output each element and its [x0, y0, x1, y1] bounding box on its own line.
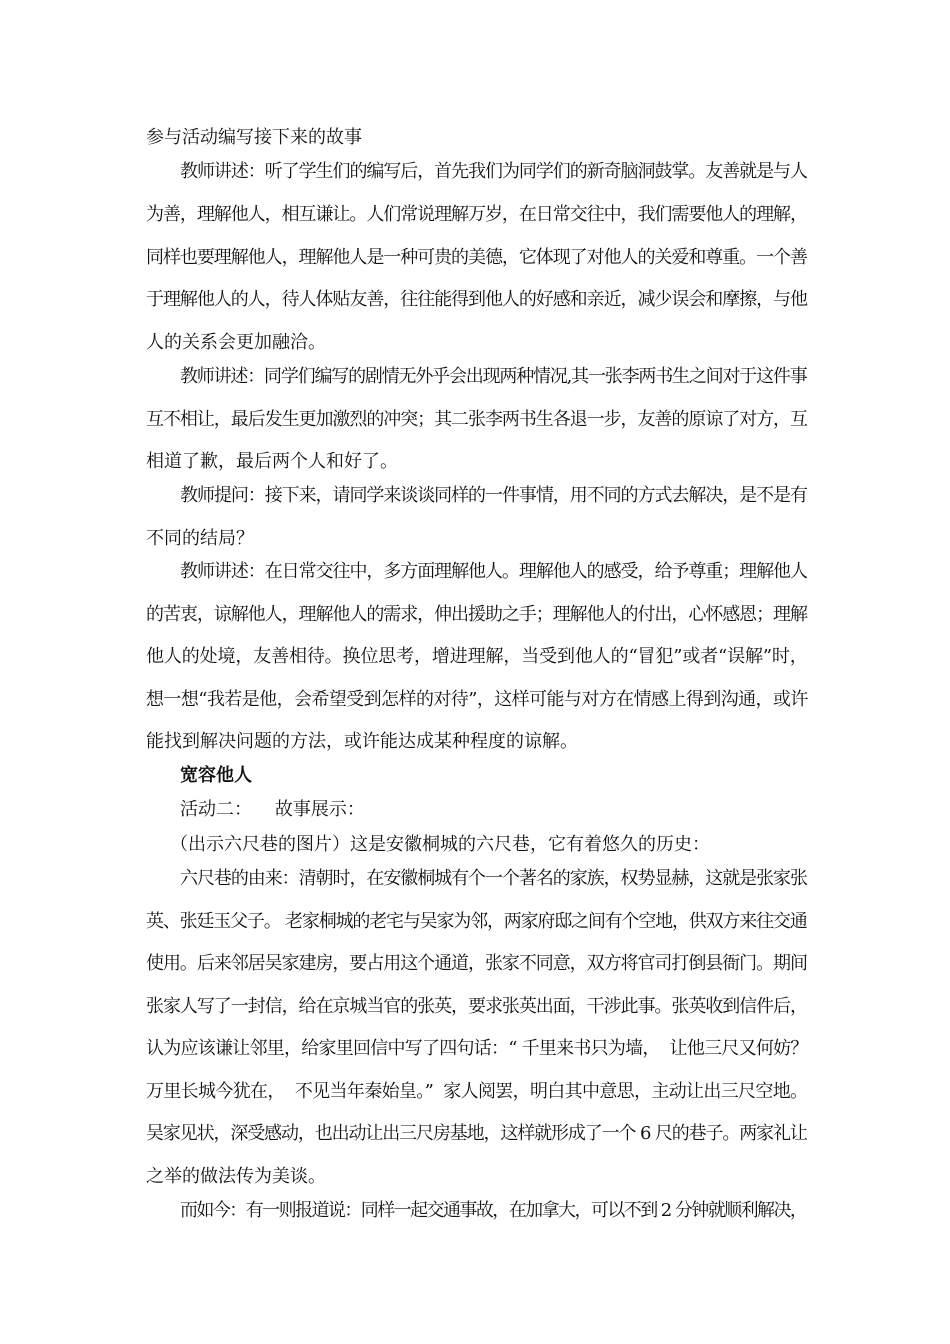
paragraph-line: 六尺巷的由来：清朝时，在安徽桐城有个一个著名的家族，权势显赫，这就是张家张	[180, 868, 807, 889]
paragraph-line: 能找到解决问题的方法，或许能达成某种程度的谅解。	[146, 731, 578, 752]
picture-note: （出示六尺巷的图片）这是安徽桐城的六尺巷，它有着悠久的历史：	[170, 834, 710, 855]
paragraph-line: 相道了歉，最后两个人和好了。	[146, 451, 398, 472]
paragraph-line: 吴家见状，深受感动，也出动让出三尺房基地，这样就形成了一个 6 尺的巷子。两家礼让	[146, 1123, 807, 1144]
paragraph-line: 而如今：有一则报道说：同样一起交通事故，在加拿大，可以不到 2 分钟就顺利解决，	[180, 1200, 807, 1221]
paragraph-line: 教师讲述：听了学生们的编写后，首先我们为同学们的新奇脑洞鼓掌。友善就是与人	[180, 161, 807, 182]
paragraph-line: 他人的处境，友善相待。换位思考，增进理解，当受到他人的“冒犯”或者“误解”时，	[146, 646, 808, 667]
paragraph-line: 的苦衷，谅解他人，理解他人的需求，伸出援助之手；理解他人的付出，心怀感恩；理解	[146, 604, 807, 625]
paragraph-line: 使用。后来邻居吴家建房，要占用这个通道，张家不同意，双方将官司打倒县衙门。期间	[146, 953, 807, 974]
paragraph-line: 于理解他人的人，待人体贴友善，往往能得到他人的好感和亲近，减少误会和摩擦，与他	[146, 289, 807, 310]
paragraph-line: 认为应该谦让邻里，给家里回信中写了四句话：“ 千里来书只为墙， 让他三尺又何妨？	[146, 1038, 808, 1059]
paragraph-line: 想一想“我若是他，会希望受到怎样的对待”，这样可能与对方在情感上得到沟通，或许	[146, 689, 808, 710]
paragraph-line: 同样也要理解他人，理解他人是一种可贵的美德，它体现了对他人的关爱和尊重。一个善	[146, 247, 807, 268]
paragraph-line: 教师讲述：在日常交往中，多方面理解他人。理解他人的感受，给予尊重；理解他人	[180, 561, 807, 582]
paragraph-line: 为善，理解他人，相互谦让。人们常说理解万岁，在日常交往中，我们需要他人的理解，	[146, 204, 807, 225]
activity-label: 活动二： 故事展示：	[180, 799, 365, 820]
paragraph-line: 教师提问：接下来，请同学来谈谈同样的一件事情，用不同的方式去解决，是不是有	[180, 485, 807, 506]
paragraph-line: 教师讲述：同学们编写的剧情无外乎会出现两种情况,其一张李两书生之间对于这件事	[180, 366, 807, 387]
paragraph-line: 张家人写了一封信，给在京城当官的张英，要求张英出面，干涉此事。张英收到信件后，	[146, 996, 807, 1017]
paragraph-line: 英、张廷玉父子。 老家桐城的老宅与吴家为邻，两家府邸之间有个空地，供双方来往交通	[146, 911, 807, 932]
section-title: 宽容他人	[180, 765, 252, 786]
activity-heading: 参与活动编写接下来的故事	[146, 127, 362, 148]
paragraph-line: 人的关系会更加融洽。	[146, 332, 326, 353]
paragraph-line: 之举的做法传为美谈。	[146, 1166, 326, 1187]
paragraph-line: 不同的结局？	[146, 528, 254, 549]
paragraph-line: 万里长城今犹在， 不见当年秦始皇。” 家人阅罢，明白其中意思，主动让出三尺空地。	[146, 1081, 808, 1102]
paragraph-line: 互不相让，最后发生更加激烈的冲突；其二张李两书生各退一步，友善的原谅了对方，互	[146, 409, 807, 430]
